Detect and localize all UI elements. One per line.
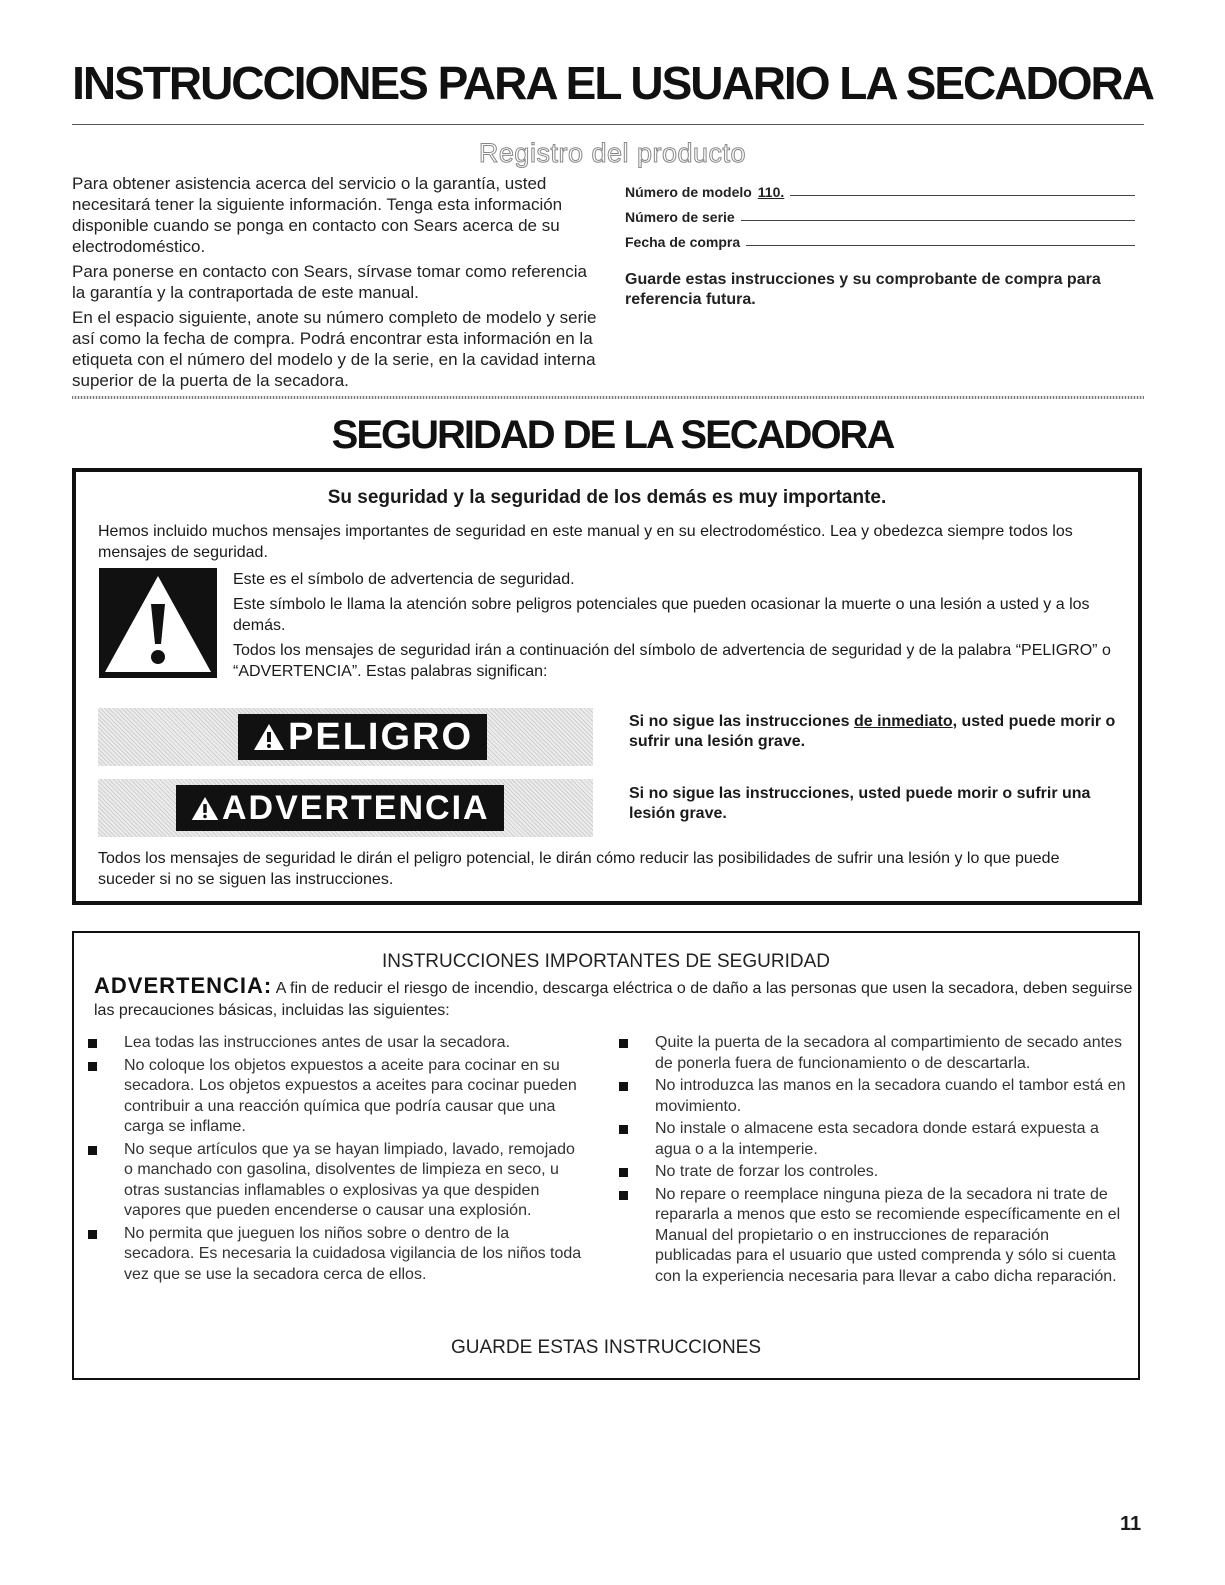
product-registration-heading: Registro del producto (478, 138, 747, 168)
danger-description-end: , usted puede morir o sufrir una lesión grave. (629, 713, 1116, 750)
purchase-date-label: Fecha de compra (625, 234, 741, 250)
list-item-text: No coloque los objetos expuestos a aceite para cocinar en su secadora. Los objetos expuestos a aceites para cocinar pueden contribuir a una reacción química que podría causar que una carga se inflame. (124, 1056, 577, 1135)
safety-intro: Hemos incluido muchos mensajes importantes de seguridad en este manual y en su electrodoméstico. Lea y obedezca siempre todos los mensajes de seguridad. (98, 523, 1073, 561)
warning-word-block (176, 785, 504, 831)
section-divider (72, 396, 1144, 399)
list-item (88, 1224, 583, 1286)
danger-description-emphasis: de inmediato (853, 713, 953, 730)
bullet-icon (619, 1039, 628, 1048)
page-title: INSTRUCCIONES PARA EL USUARIO LA SECADORA (72, 57, 1153, 109)
instructions-left-column (88, 1033, 583, 1287)
purchase-date-field[interactable] (625, 225, 1135, 250)
list-item (619, 1162, 1129, 1183)
model-number-value: 110. (757, 184, 785, 200)
registration-text (72, 173, 602, 395)
safety-footer: Todos los mensajes de seguridad le dirán el peligro potencial, le dirán cómo reducir las posibilidades de sufrir una lesión y lo que puede suceder si no se siguen las instrucciones. (98, 850, 1060, 888)
warning-banner (98, 779, 593, 837)
model-number-field[interactable] (625, 175, 1135, 200)
warning-alert-icon (190, 795, 220, 822)
danger-description (629, 712, 1119, 752)
safety-alert-icon (99, 568, 217, 678)
list-item (88, 1033, 583, 1054)
serial-number-label: Número de serie (625, 209, 735, 225)
bullet-icon (88, 1146, 97, 1155)
warning-lead-text: A fin de reducir el riesgo de incendio, descarga eléctrica o de daño a las personas que usen la secadora, deben seguirse las precauciones básicas, incluidas las siguientes: (94, 980, 1133, 1019)
purchase-date-line[interactable] (746, 245, 1135, 246)
safety-subtitle: Su seguridad y la seguridad de los demás es muy importante. (327, 487, 887, 508)
serial-number-line[interactable] (741, 220, 1135, 221)
symbol-line: Este es el símbolo de advertencia de seguridad. (233, 571, 575, 588)
bullet-icon (88, 1062, 97, 1071)
danger-word: PELIGRO (288, 715, 474, 758)
list-item-text: No permita que jueguen los niños sobre o dentro de la secadora. Es necesaria la cuidadosa vigilancia de los niños toda vez que se use la secadora cerca de ellos. (124, 1224, 582, 1283)
list-item (619, 1033, 1129, 1074)
list-item (619, 1119, 1129, 1160)
bullet-icon (88, 1230, 97, 1239)
bullet-icon (619, 1125, 628, 1134)
list-item-text: No trate de forzar los controles. (655, 1163, 879, 1180)
registration-paragraph: Para ponerse en contacto con Sears, sírvase tomar como referencia la garantía y la contraportada de este manual. (72, 262, 587, 302)
keep-instructions-note: Guarde estas instrucciones y su comprobante de compra para referencia futura. (625, 271, 1101, 308)
serial-number-field[interactable] (625, 200, 1135, 225)
page-number: 11 (1120, 1513, 1142, 1535)
list-item (619, 1076, 1129, 1117)
safety-title: SEGURIDAD DE LA SECADORA (331, 413, 894, 457)
registration-paragraph: En el espacio siguiente, anote su número completo de modelo y serie así como la fecha de compra. Podrá encontrar esta información en la etiqueta con el número del modelo y de la serie, en la cavidad interna superior de la puerta de la secadora. (72, 308, 597, 390)
list-item-text: No seque artículos que ya se hayan limpiado, lavado, remojado o manchado con gasolina, disolventes de limpieza en seco, u otras sustancias inflamables o explosivas ya que despiden vapores que pueden encenderse o causar una explosión. (124, 1140, 575, 1219)
safety-box (72, 468, 1142, 905)
registration-form (625, 175, 1135, 310)
important-instructions-title: INSTRUCCIONES IMPORTANTES DE SEGURIDAD (382, 951, 830, 972)
warning-description: Si no sigue las instrucciones, usted puede morir o sufrir una lesión grave. (629, 785, 1091, 822)
danger-word-block (238, 714, 487, 760)
important-instructions-lead (94, 975, 1134, 1022)
bullet-icon (619, 1191, 628, 1200)
list-item-text: No repare o reemplace ninguna pieza de la secadora ni trate de repararla a menos que esto se recomiende específicamente en el Manual del propietario o en instrucciones de reparación publicadas para el usuario que usted comprenda y sólo si cuenta con la experiencia necesaria para llevar a cabo dicha reparación. (655, 1185, 1121, 1285)
bullet-icon (619, 1168, 628, 1177)
list-item-text: Lea todas las instrucciones antes de usar la secadora. (124, 1034, 511, 1051)
instructions-right-column (619, 1033, 1129, 1289)
symbol-line: Todos los mensajes de seguridad irán a continuación del símbolo de advertencia de seguridad y de la palabra “PELIGRO” o “ADVERTENCIA”. Estas palabras significan: (233, 642, 1111, 680)
list-item (619, 1185, 1129, 1288)
bullet-icon (619, 1082, 628, 1091)
warning-word: ADVERTENCIA (222, 788, 490, 827)
registration-paragraph: Para obtener asistencia acerca del servicio o la garantía, usted necesitará tener la siguiente información. Tenga esta información disponible cuando se ponga en contacto con Sears acerca de su electrodoméstico. (72, 174, 563, 256)
danger-alert-icon (252, 722, 286, 752)
danger-description-start: Si no sigue las instrucciones (629, 713, 854, 730)
list-item-text: Quite la puerta de la secadora al compartimiento de secado antes de ponerla fuera de funcionamiento o de descartarla. (655, 1034, 1122, 1072)
model-number-line[interactable] (790, 195, 1135, 196)
safety-symbol-text (233, 569, 1113, 686)
danger-banner (98, 708, 593, 766)
title-divider (72, 124, 1144, 125)
warning-label: ADVERTENCIA: (94, 973, 273, 998)
symbol-line: Este símbolo le llama la atención sobre peligros potenciales que pueden ocasionar la muerte o una lesión a usted y a los demás. (233, 596, 1090, 634)
list-item-text: No introduzca las manos en la secadora cuando el tambor está en movimiento. (655, 1077, 1126, 1115)
list-item-text: No instale o almacene esta secadora donde estará expuesta a agua o a la intemperie. (655, 1120, 1099, 1158)
list-item (88, 1056, 583, 1138)
bullet-icon (88, 1039, 97, 1048)
important-instructions-box (72, 931, 1140, 1380)
model-number-label: Número de modelo (625, 184, 752, 200)
save-instructions-footer: GUARDE ESTAS INSTRUCCIONES (450, 1337, 762, 1358)
list-item (88, 1140, 583, 1222)
